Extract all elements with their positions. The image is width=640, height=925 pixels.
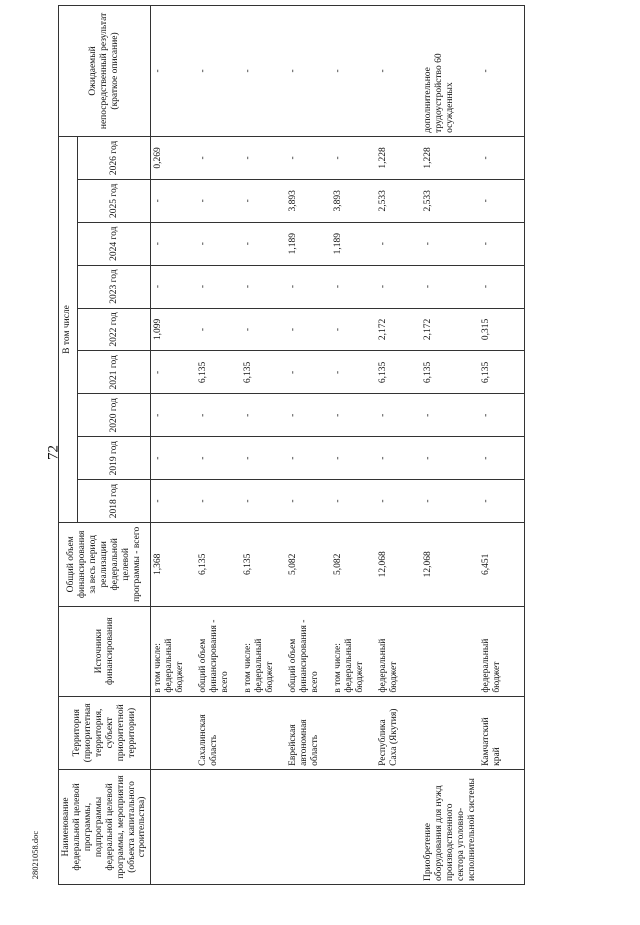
cell-total: 6,135 bbox=[196, 522, 241, 606]
cell-year-value: - bbox=[479, 480, 524, 523]
cell-year-value: - bbox=[151, 265, 196, 308]
cell-name bbox=[196, 769, 241, 884]
cell-territory bbox=[421, 696, 480, 769]
cell-year-value: - bbox=[376, 222, 421, 265]
cell-year-value: - bbox=[151, 351, 196, 394]
cell-year-value: - bbox=[241, 437, 286, 480]
cell-year-value: 6,135 bbox=[479, 351, 524, 394]
cell-source: федеральный бюджет bbox=[376, 606, 421, 696]
cell-year-value: - bbox=[241, 179, 286, 222]
cell-year-value: 2,172 bbox=[421, 308, 480, 351]
header-territory: Территория (приоритетная территория, субъект приоритетной территории) bbox=[59, 696, 151, 769]
header-year: 2021 год bbox=[77, 351, 150, 394]
cell-year-value: 0,269 bbox=[151, 136, 196, 179]
cell-year-value: - bbox=[479, 394, 524, 437]
cell-total: 5,082 bbox=[331, 522, 376, 606]
cell-year-value: 3,893 bbox=[286, 179, 331, 222]
cell-result: - bbox=[196, 6, 241, 137]
cell-year-value: - bbox=[196, 265, 241, 308]
header-total: Общий объем финансирования за весь период реализации федеральной целевой программы - всего bbox=[59, 522, 151, 606]
cell-year-value: - bbox=[241, 265, 286, 308]
cell-year-value: 6,135 bbox=[241, 351, 286, 394]
cell-year-value: - bbox=[241, 394, 286, 437]
header-including: В том числе bbox=[59, 136, 78, 522]
cell-year-value: - bbox=[151, 222, 196, 265]
cell-total: 5,082 bbox=[286, 522, 331, 606]
cell-year-value: - bbox=[286, 437, 331, 480]
header-year: 2025 год bbox=[77, 179, 150, 222]
cell-year-value: - bbox=[286, 265, 331, 308]
header-year: 2024 год bbox=[77, 222, 150, 265]
cell-result: - bbox=[331, 6, 376, 137]
header-year: 2018 год bbox=[77, 480, 150, 523]
header-name: Наименование федеральной целевой программы, подпрограммы федеральной целевой программы, мероприятия (объекта капитального строительства) bbox=[59, 769, 151, 884]
cell-source: общий объем финансирования - всего bbox=[286, 606, 331, 696]
rotated-sheet bbox=[58, 5, 618, 885]
cell-year-value: - bbox=[479, 179, 524, 222]
cell-year-value: 6,135 bbox=[196, 351, 241, 394]
cell-year-value: - bbox=[151, 437, 196, 480]
cell-year-value: - bbox=[479, 222, 524, 265]
header-source: Источники финансирования bbox=[59, 606, 151, 696]
cell-year-value: - bbox=[421, 394, 480, 437]
cell-year-value: - bbox=[196, 480, 241, 523]
cell-year-value: - bbox=[286, 351, 331, 394]
cell-year-value: - bbox=[331, 480, 376, 523]
cell-year-value: - bbox=[479, 265, 524, 308]
cell-territory bbox=[151, 696, 196, 769]
cell-year-value: - bbox=[151, 179, 196, 222]
cell-year-value: - bbox=[151, 480, 196, 523]
header-year: 2022 год bbox=[77, 308, 150, 351]
cell-total: 6,451 bbox=[479, 522, 524, 606]
cell-year-value: - bbox=[421, 437, 480, 480]
cell-result: - bbox=[376, 6, 421, 137]
cell-name bbox=[286, 769, 331, 884]
cell-year-value: - bbox=[376, 480, 421, 523]
cell-name bbox=[479, 769, 524, 884]
cell-territory bbox=[241, 696, 286, 769]
cell-result: - bbox=[479, 6, 524, 137]
cell-year-value: 0,315 bbox=[479, 308, 524, 351]
cell-year-value: 6,135 bbox=[376, 351, 421, 394]
cell-year-value: - bbox=[241, 136, 286, 179]
cell-year-value: - bbox=[331, 351, 376, 394]
cell-year-value: - bbox=[421, 265, 480, 308]
table-row bbox=[241, 6, 286, 885]
cell-year-value: 2,533 bbox=[421, 179, 480, 222]
header-year: 2020 год bbox=[77, 394, 150, 437]
cell-year-value: - bbox=[286, 394, 331, 437]
table-row bbox=[376, 6, 421, 885]
cell-year-value: 2,533 bbox=[376, 179, 421, 222]
cell-name bbox=[331, 769, 376, 884]
table-row bbox=[196, 6, 241, 885]
cell-year-value: - bbox=[479, 437, 524, 480]
cell-territory: Сахалинская область bbox=[196, 696, 241, 769]
cell-year-value: 1,099 bbox=[151, 308, 196, 351]
table-row bbox=[479, 6, 524, 885]
cell-territory: Еврейская автономная область bbox=[286, 696, 331, 769]
cell-name bbox=[151, 769, 196, 884]
cell-year-value: - bbox=[151, 394, 196, 437]
cell-year-value: - bbox=[376, 437, 421, 480]
cell-year-value: - bbox=[331, 308, 376, 351]
page-number: 72 bbox=[45, 445, 62, 460]
cell-year-value: - bbox=[331, 136, 376, 179]
cell-year-value: - bbox=[286, 308, 331, 351]
financing-table bbox=[58, 5, 525, 885]
cell-territory: Республика Саха (Якутия) bbox=[376, 696, 421, 769]
cell-name bbox=[376, 769, 421, 884]
cell-total: 12,068 bbox=[376, 522, 421, 606]
cell-source: в том числе: федеральный бюджет bbox=[331, 606, 376, 696]
cell-name: Приобретение оборудования для нужд производственного сектора уголовно-исполнительной системы bbox=[421, 769, 480, 884]
table-row bbox=[286, 6, 331, 885]
cell-year-value: - bbox=[241, 222, 286, 265]
cell-year-value: 6,135 bbox=[421, 351, 480, 394]
cell-source: общий объем финансирования - всего bbox=[196, 606, 241, 696]
cell-year-value: 1,228 bbox=[421, 136, 480, 179]
cell-year-value: 1,189 bbox=[331, 222, 376, 265]
cell-year-value: 1,228 bbox=[376, 136, 421, 179]
cell-result: - bbox=[286, 6, 331, 137]
cell-year-value: 1,189 bbox=[286, 222, 331, 265]
cell-year-value: 2,172 bbox=[376, 308, 421, 351]
cell-territory: Камчатский край bbox=[479, 696, 524, 769]
cell-year-value: - bbox=[331, 437, 376, 480]
cell-name bbox=[241, 769, 286, 884]
cell-result: - bbox=[151, 6, 196, 137]
cell-year-value: - bbox=[196, 179, 241, 222]
cell-year-value: - bbox=[376, 394, 421, 437]
cell-source: федеральный бюджет bbox=[479, 606, 524, 696]
cell-total: 6,135 bbox=[241, 522, 286, 606]
cell-year-value: - bbox=[241, 308, 286, 351]
header-result: Ожидаемый непосредственный результат (краткое описание) bbox=[59, 6, 151, 137]
cell-year-value: - bbox=[479, 136, 524, 179]
header-year: 2026 год bbox=[77, 136, 150, 179]
cell-year-value: - bbox=[421, 480, 480, 523]
file-name: 28021058.doc bbox=[30, 830, 40, 880]
cell-year-value: - bbox=[196, 136, 241, 179]
cell-territory bbox=[331, 696, 376, 769]
table-body bbox=[151, 6, 525, 885]
cell-year-value: - bbox=[196, 308, 241, 351]
cell-year-value: - bbox=[286, 136, 331, 179]
cell-source: в том числе: федеральный бюджет bbox=[241, 606, 286, 696]
cell-result: дополнительное трудоустройство 60 осужденных bbox=[421, 6, 480, 137]
cell-source: в том числе: федеральный бюджет bbox=[151, 606, 196, 696]
cell-year-value: - bbox=[196, 437, 241, 480]
cell-source bbox=[421, 606, 480, 696]
cell-total: 12,068 bbox=[421, 522, 480, 606]
table-row bbox=[421, 6, 480, 885]
cell-year-value: - bbox=[196, 394, 241, 437]
header-year: 2023 год bbox=[77, 265, 150, 308]
cell-year-value: 3,893 bbox=[331, 179, 376, 222]
cell-year-value: - bbox=[421, 222, 480, 265]
cell-year-value: - bbox=[286, 480, 331, 523]
cell-year-value: - bbox=[331, 394, 376, 437]
cell-year-value: - bbox=[331, 265, 376, 308]
header-year: 2019 год bbox=[77, 437, 150, 480]
cell-year-value: - bbox=[196, 222, 241, 265]
cell-total: 1,368 bbox=[151, 522, 196, 606]
table-row bbox=[331, 6, 376, 885]
cell-result: - bbox=[241, 6, 286, 137]
cell-year-value: - bbox=[376, 265, 421, 308]
table-row bbox=[151, 6, 196, 885]
cell-year-value: - bbox=[241, 480, 286, 523]
